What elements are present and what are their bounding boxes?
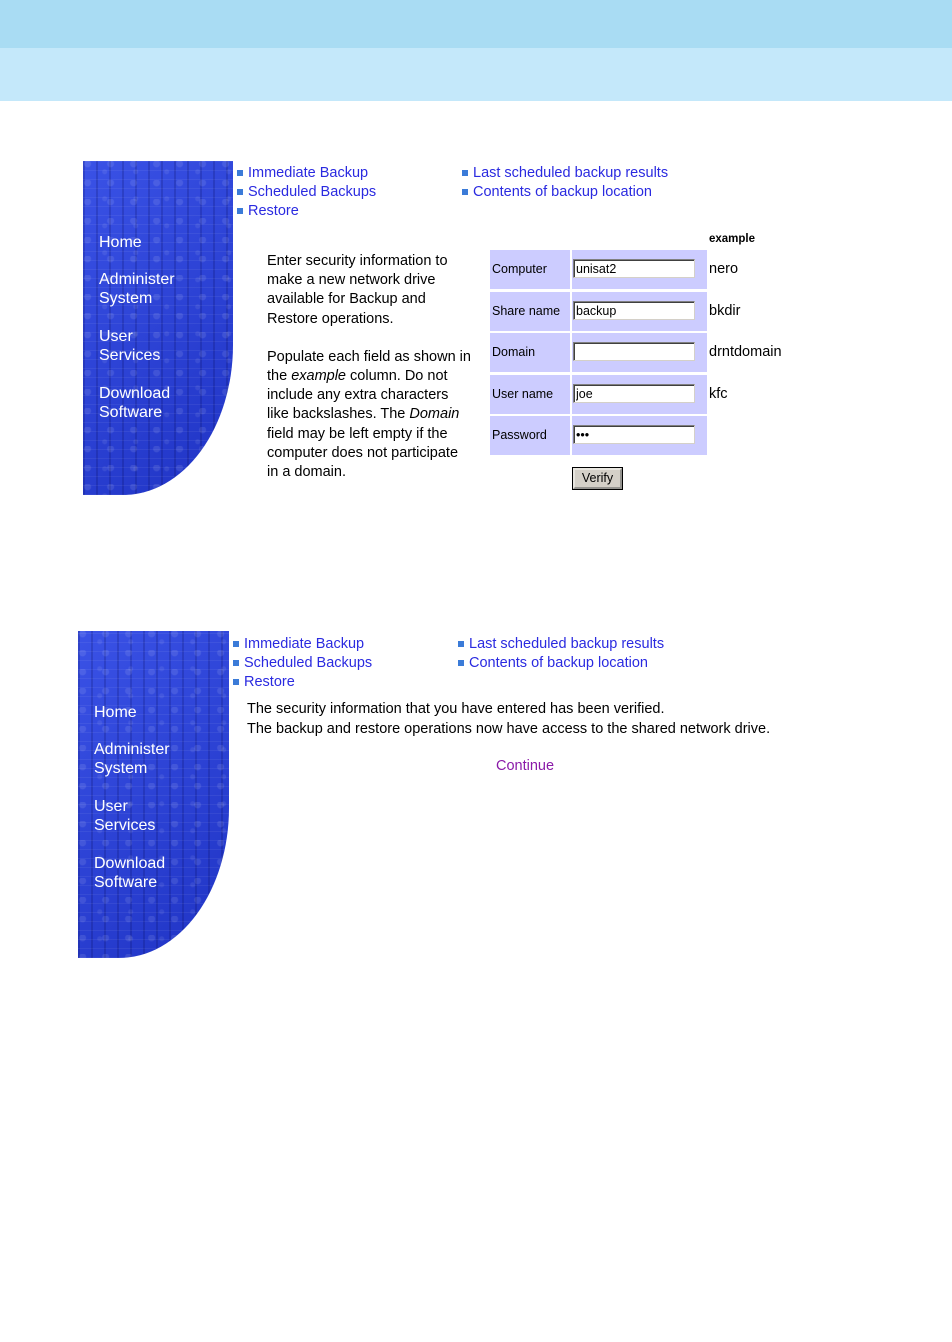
- text: field may be left empty if the computer does not participate in a domain.: [267, 425, 459, 481]
- link-label: Scheduled Backups: [248, 184, 377, 200]
- field-label: Password: [492, 428, 547, 442]
- sidebar-item-download-software[interactable]: Download Software: [99, 385, 171, 421]
- text-domain-em: Domain: [409, 406, 460, 423]
- link-last-scheduled-backup-results[interactable]: [462, 164, 668, 182]
- link-immediate-backup[interactable]: [237, 164, 368, 182]
- field-label: User name: [492, 387, 554, 401]
- link-label: Scheduled Backups: [244, 655, 373, 671]
- link-scheduled-backups[interactable]: [233, 654, 372, 672]
- link-label: Last scheduled backup results: [473, 165, 669, 181]
- text: column. Do not include any extra characters like backslashes. The: [267, 368, 449, 423]
- security-form: [490, 250, 707, 456]
- link-label: Immediate Backup: [248, 165, 369, 181]
- bullet-icon: [237, 208, 243, 214]
- form-row-share-name: [490, 292, 707, 331]
- verified-message-line-1: The security information that you have entered has been verified.: [247, 701, 665, 717]
- bullet-icon: [462, 170, 468, 176]
- link-scheduled-backups[interactable]: [237, 183, 376, 201]
- form-row-user-name: [490, 375, 707, 414]
- example-computer: nero: [709, 261, 739, 277]
- bullet-icon: [237, 189, 243, 195]
- sidebar-item-administer-system[interactable]: Administer System: [94, 741, 170, 777]
- example-domain: drntdomain: [709, 344, 782, 360]
- verified-message-line-2: The backup and restore operations now have access to the shared network drive.: [247, 721, 771, 737]
- bullet-icon: [233, 679, 239, 685]
- header-band-bottom: [0, 48, 952, 101]
- field-label: Computer: [492, 262, 547, 276]
- example-column-header: example: [709, 233, 756, 245]
- sidebar-item-user-services[interactable]: User Services: [99, 328, 161, 364]
- link-label: Last scheduled backup results: [469, 636, 665, 652]
- user-name-field[interactable]: [573, 384, 695, 403]
- bullet-icon: [237, 170, 243, 176]
- form-row-domain: [490, 333, 707, 372]
- link-restore[interactable]: [233, 673, 295, 691]
- bullet-icon: [233, 660, 239, 666]
- field-label: Domain: [492, 345, 536, 359]
- field-label: Share name: [492, 304, 561, 318]
- bullet-icon: [462, 189, 468, 195]
- sidebar: [83, 161, 233, 495]
- share-name-field[interactable]: [573, 301, 695, 320]
- form-row-computer: [490, 250, 707, 289]
- domain-field[interactable]: [573, 342, 695, 361]
- header-band-top: [0, 0, 952, 48]
- verify-button[interactable]: Verify: [573, 468, 622, 489]
- link-label: Restore: [248, 203, 299, 219]
- password-field[interactable]: [573, 425, 695, 444]
- sidebar-item-administer-system[interactable]: Administer System: [99, 271, 175, 307]
- instructions-para-1: Enter security information to make a new network drive available for Backup and Restore operations.: [267, 253, 448, 327]
- bullet-icon: [233, 641, 239, 647]
- sidebar-item-download-software[interactable]: Download Software: [94, 855, 166, 891]
- link-restore[interactable]: [237, 202, 299, 220]
- link-label: Immediate Backup: [244, 636, 365, 652]
- link-immediate-backup[interactable]: [233, 635, 364, 653]
- computer-field[interactable]: [573, 259, 695, 278]
- link-contents-of-backup-location[interactable]: [462, 183, 652, 201]
- sidebar: [78, 631, 229, 958]
- sidebar-item-user-services[interactable]: User Services: [94, 798, 156, 834]
- text: Populate each field as shown in the: [267, 348, 471, 385]
- sidebar-item-home[interactable]: Home: [99, 234, 142, 251]
- link-label: Contents of backup location: [473, 184, 652, 200]
- bullet-icon: [458, 660, 464, 666]
- example-user-name: kfc: [709, 386, 728, 402]
- link-contents-of-backup-location[interactable]: [458, 654, 648, 672]
- sidebar-item-home[interactable]: Home: [94, 704, 137, 721]
- example-share-name: bkdir: [709, 303, 741, 319]
- instructions-para-2: [267, 348, 473, 482]
- form-row-password: [490, 416, 707, 455]
- instructions-text: [267, 252, 473, 482]
- bullet-icon: [458, 641, 464, 647]
- link-last-scheduled-backup-results[interactable]: [458, 635, 664, 653]
- continue-link[interactable]: Continue: [496, 758, 555, 774]
- link-label: Restore: [244, 674, 295, 690]
- link-label: Contents of backup location: [469, 655, 648, 671]
- text-example-em: example: [291, 368, 346, 385]
